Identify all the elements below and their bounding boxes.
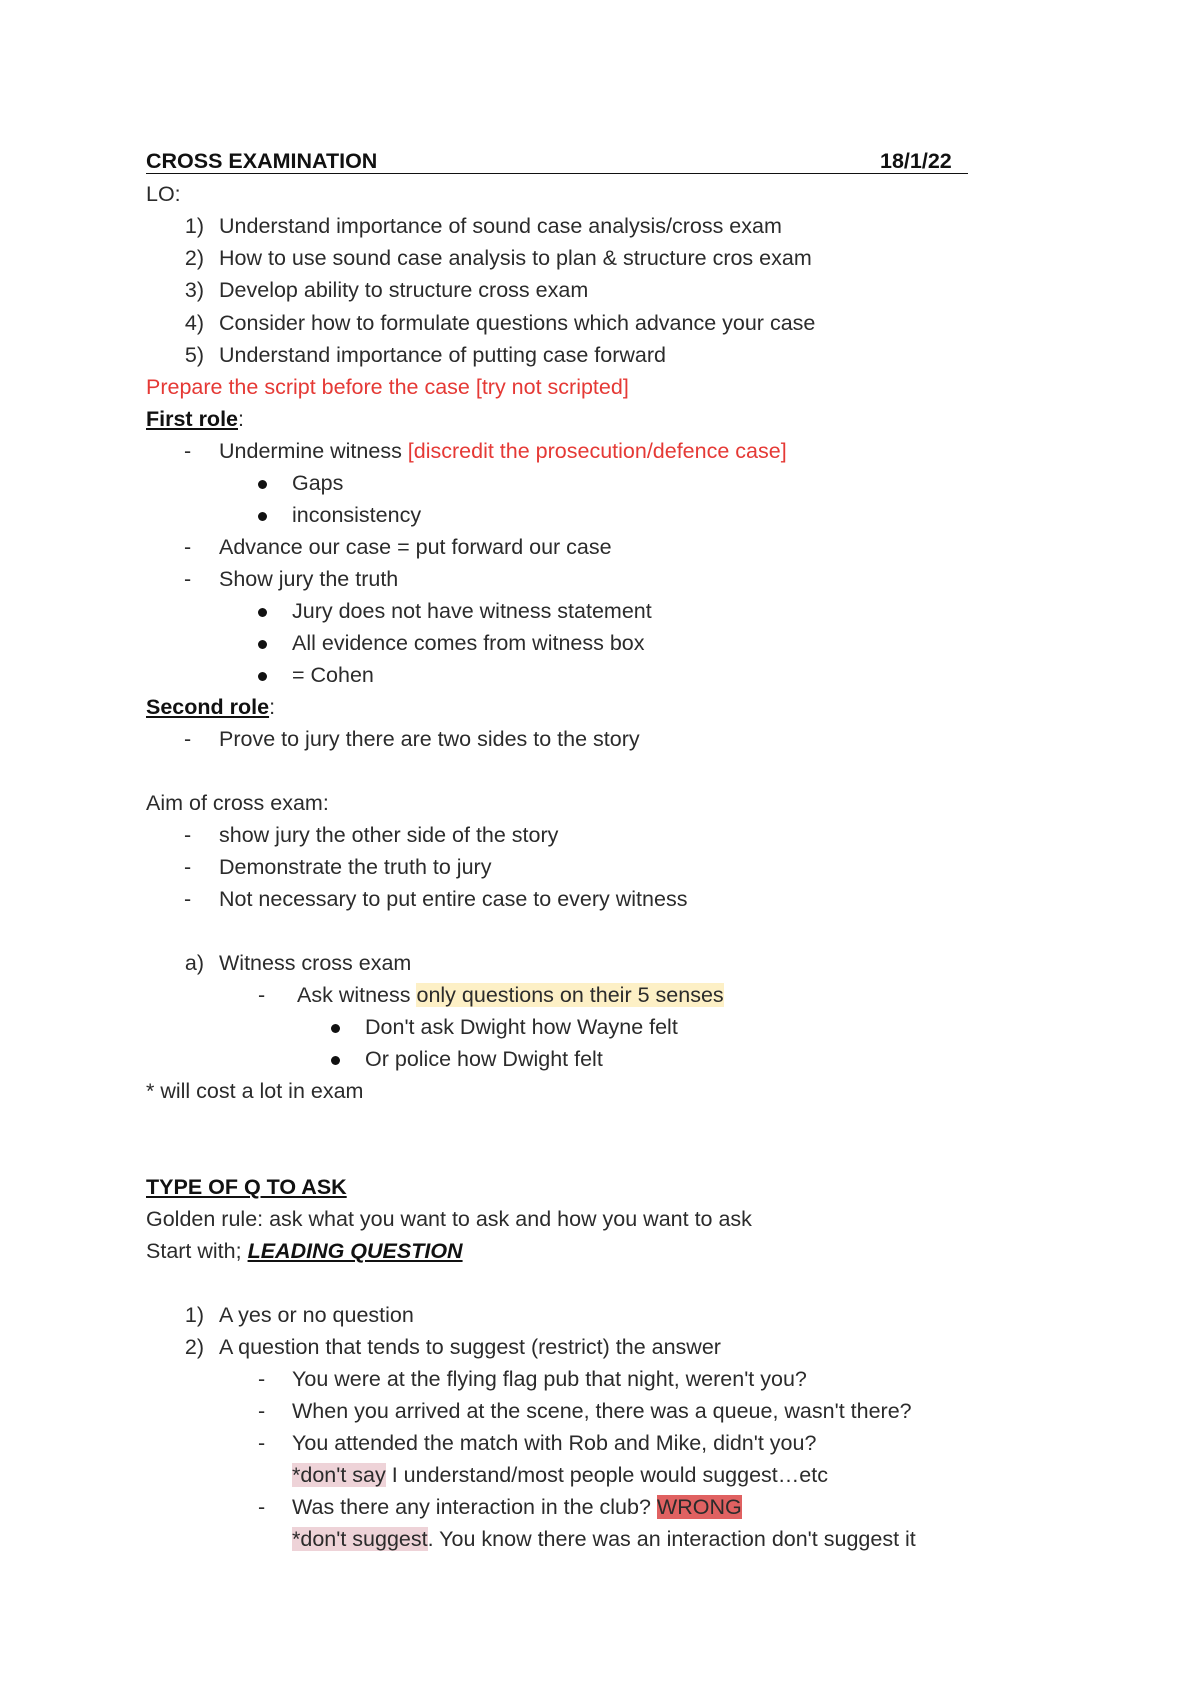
list-marker: 2) [184,1335,204,1359]
first-role-colon: : [238,407,244,431]
undermine-text: Undermine witness [219,439,408,463]
prepare-note: Prepare the script before the case [try not scripted] [146,375,629,399]
ask-prefix: Ask witness [297,983,417,1007]
lo-item-text: Understand importance of sound case analysis/cross exam [219,214,782,238]
start-with [146,1238,463,1264]
bullet-icon [258,470,267,496]
dash-marker: - [258,983,266,1007]
example-text: You attended the match with Rob and Mike, didn't you? [292,1431,817,1455]
aim-label: Aim of cross exam: [146,791,329,815]
types-heading: TYPE OF Q TO ASK [146,1175,347,1199]
list-marker: a) [184,951,204,975]
bullet-icon [258,598,267,624]
second-role-heading [146,694,275,720]
second-role-text: Prove to jury there are two sides to the story [219,727,640,751]
page-date: 18/1/22 [880,149,952,173]
lo-item-text: Consider how to formulate questions which advance your case [219,311,816,335]
dash-marker: - [258,1367,266,1391]
bullet-text: = Cohen [292,663,374,687]
list-marker: 4) [184,311,204,335]
lo-item-text: How to use sound case analysis to plan & structure cros exam [219,246,812,270]
leading-question: LEADING QUESTION [247,1239,463,1263]
example-text: You were at the flying flag pub that night, weren't you? [292,1367,807,1391]
start-prefix: Start with; [146,1239,248,1263]
aim-item-text: show jury the other side of the story [219,823,559,847]
interaction-text: Was there any interaction in the club? [292,1495,657,1519]
dash-marker: - [184,855,192,879]
list-marker: 2) [184,246,204,270]
list-marker: 5) [184,343,204,367]
second-role-colon: : [269,695,276,719]
types-item-text: A yes or no question [219,1303,414,1327]
dont-say-rest: I understand/most people would suggest…etc [385,1463,828,1487]
show-jury-text: Show jury the truth [219,567,399,591]
bullet-icon [258,662,267,688]
dash-marker: - [184,439,192,463]
title-underline [146,173,968,174]
bullet-text: Jury does not have witness statement [292,599,652,623]
dont-say-highlight: *don't say [292,1463,386,1487]
aim-item-text: Not necessary to put entire case to every witness [219,887,688,911]
dash-marker: - [184,535,192,559]
dash-marker: - [184,567,192,591]
list-marker: 3) [184,278,204,302]
list-marker: 1) [184,1303,204,1327]
bullet-text: Or police how Dwight felt [365,1047,603,1071]
bullet-icon [258,502,267,528]
dash-marker: - [184,823,192,847]
ask-highlight: only questions on their 5 senses [416,983,724,1007]
dash-marker: - [184,727,192,751]
aim-item-text: Demonstrate the truth to jury [219,855,492,879]
second-role-label: Second role [146,695,270,719]
dash-marker: - [258,1495,266,1519]
dont-suggest-highlight: *don't suggest [292,1527,428,1551]
bullet-text: Gaps [292,471,344,495]
undermine-note: [discredit the prosecution/defence case] [407,439,787,463]
exam-note: * will cost a lot in exam [146,1079,364,1103]
list-marker: 1) [184,214,204,238]
dash-marker: - [258,1399,266,1423]
golden-rule: Golden rule: ask what you want to ask and how you want to ask [146,1207,752,1231]
bullet-text: All evidence comes from witness box [292,631,645,655]
lo-item-text: Understand importance of putting case forward [219,343,666,367]
witness-label: Witness cross exam [219,951,412,975]
example-text: When you arrived at the scene, there was a queue, wasn't there? [292,1399,912,1423]
wrong-badge: WRONG [656,1495,742,1519]
page-title: CROSS EXAMINATION [146,149,378,173]
first-role-heading [146,406,244,432]
first-role-label: First role [146,407,238,431]
advance-text: Advance our case = put forward our case [219,535,612,559]
dash-marker: - [184,887,192,911]
dash-marker: - [258,1431,266,1455]
types-item-text: A question that tends to suggest (restrict) the answer [219,1335,721,1359]
bullet-text: Don't ask Dwight how Wayne felt [365,1015,678,1039]
lo-label: LO: [146,182,181,206]
bullet-icon [258,630,267,656]
lo-item-text: Develop ability to structure cross exam [219,278,589,302]
bullet-icon [331,1046,340,1072]
bullet-icon [331,1014,340,1040]
dont-suggest-rest: . You know there was an interaction don't suggest it [427,1527,916,1551]
bullet-text: inconsistency [292,503,422,527]
